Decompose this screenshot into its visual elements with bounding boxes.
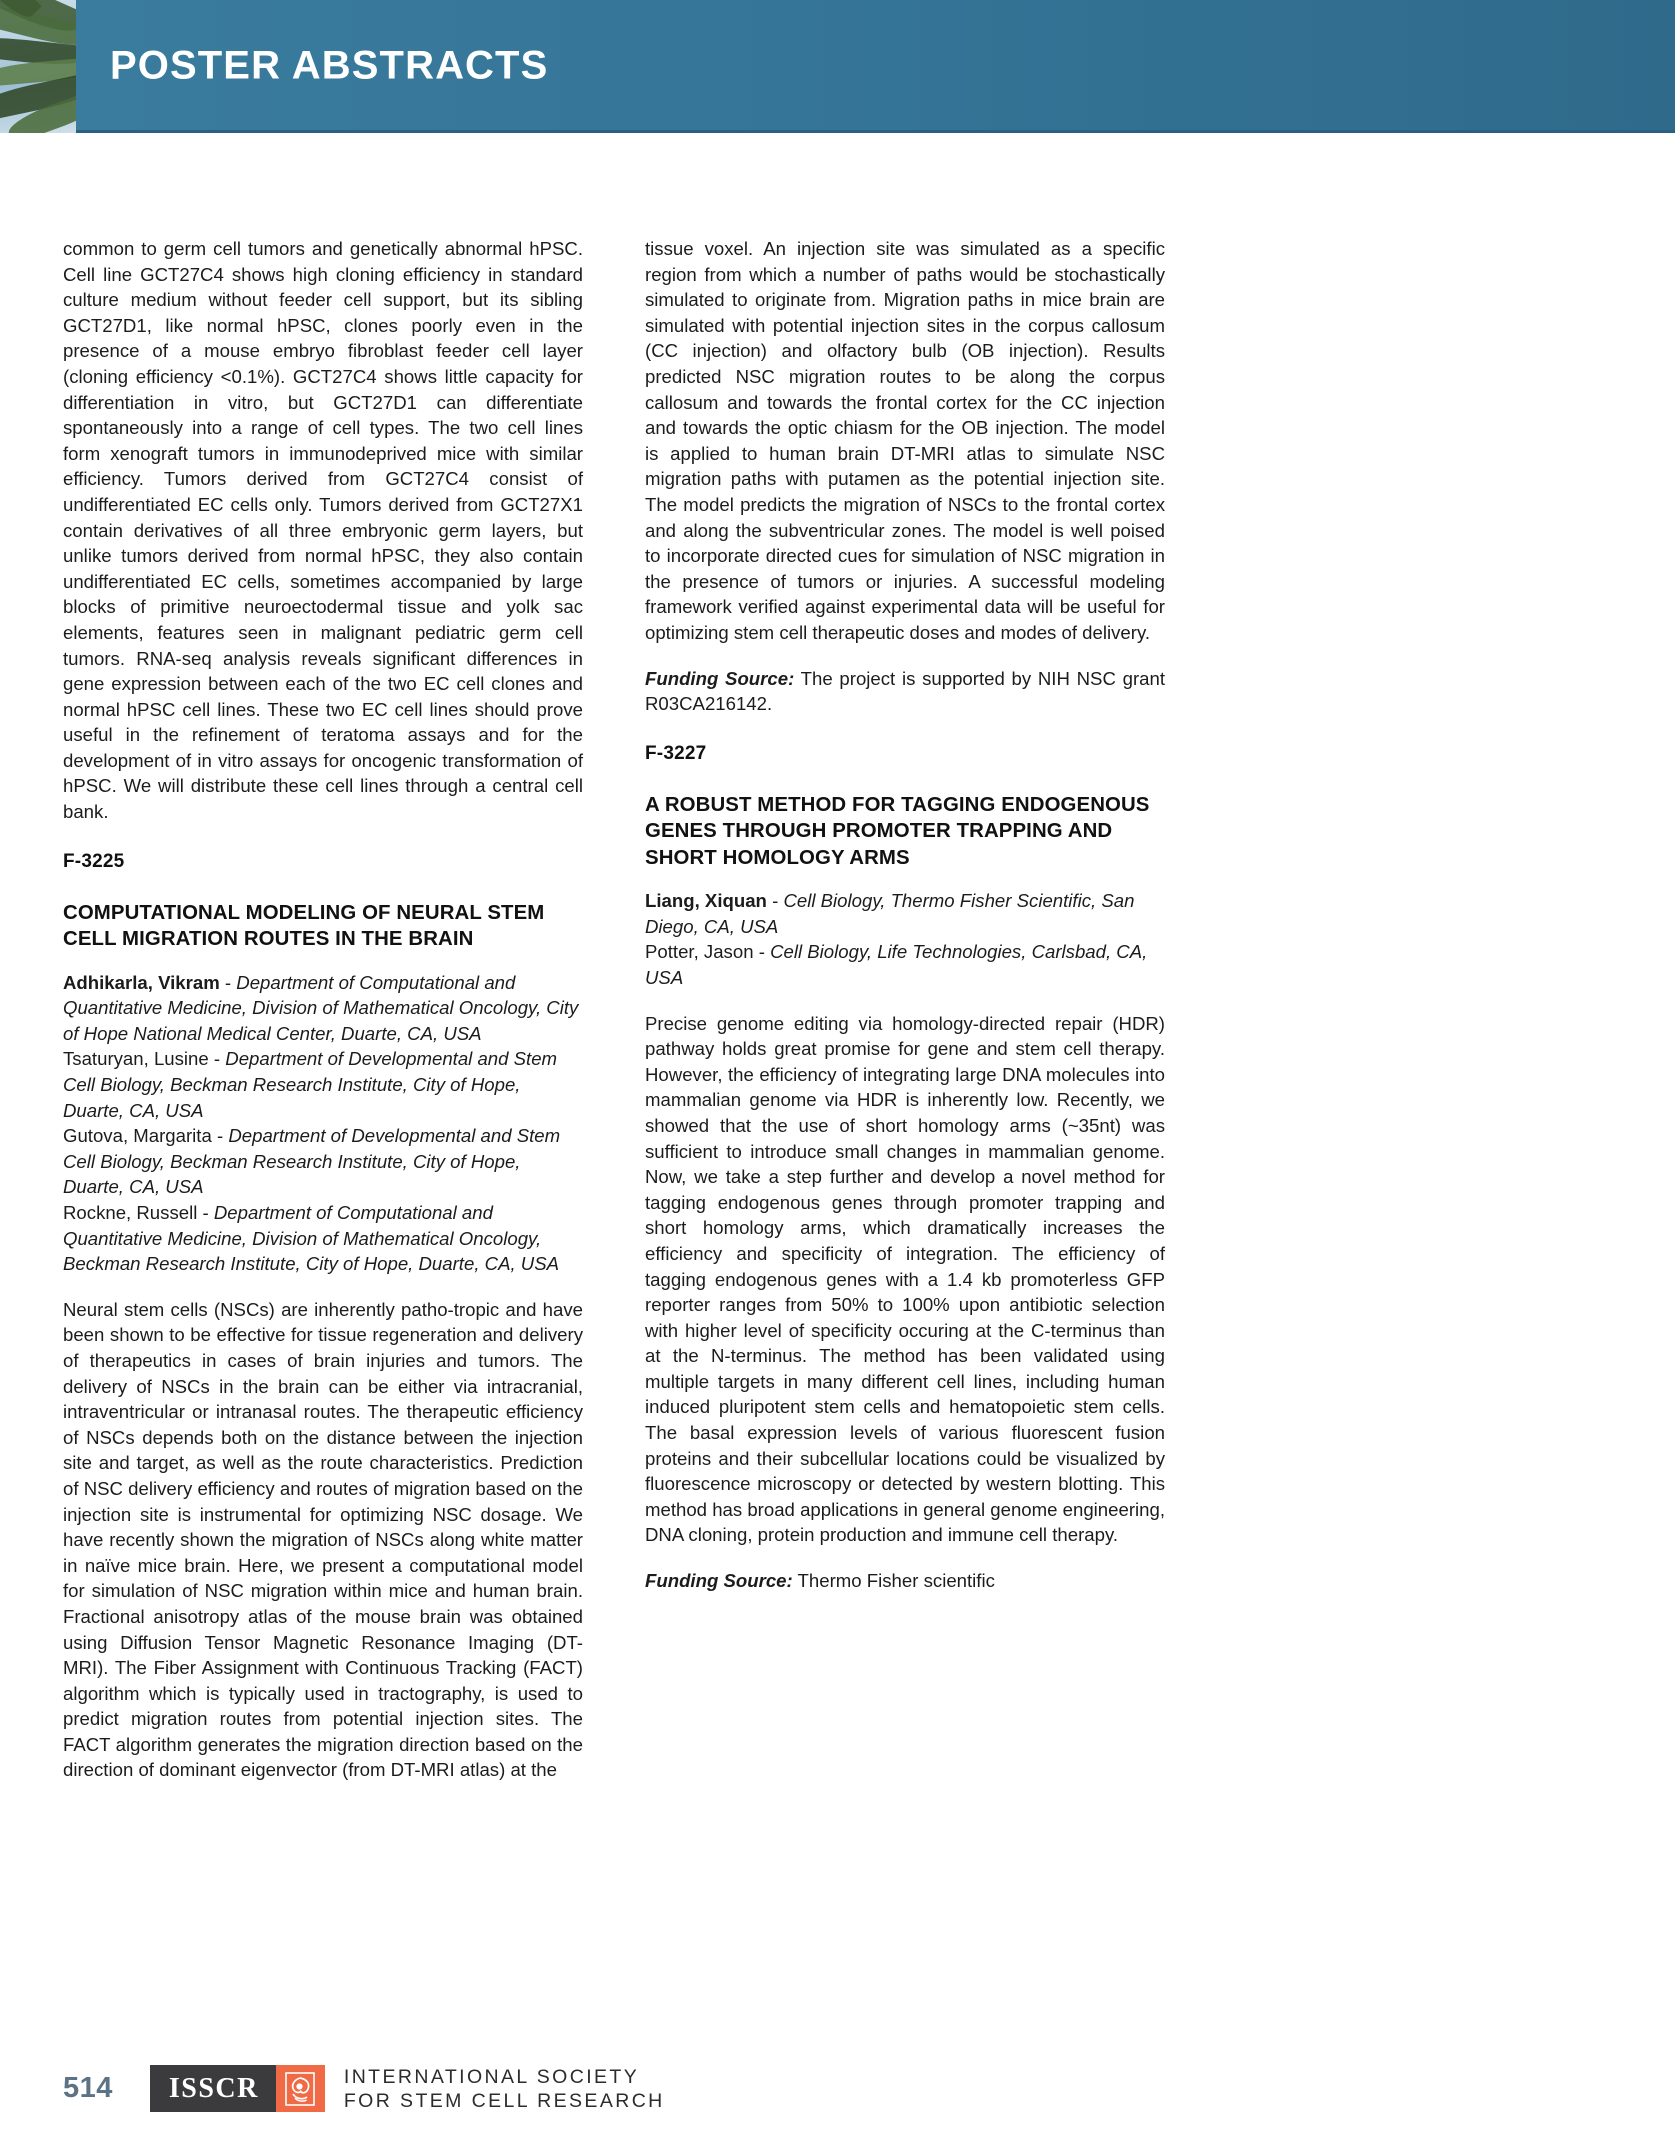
author-separator: - xyxy=(208,1048,226,1070)
funding-source-text: The project is supported by NIH NSC grant R03CA216142. xyxy=(645,667,1165,715)
left-column xyxy=(63,236,583,1783)
continued-paragraph: tissue voxel. An injection site was simulated as a specific region from which a number of paths would be stochastically simulated to originate from. Migration paths in mice brain are simulated with potential injection sites in the corpus callosum (CC injection) and olfactory bulb (OB injection). Results predicted NSC migration routes to be along the corpus callosum and towards the frontal cortex for the CC injection and towards the optic chiasm for the OB injection. The model is applied to human brain DT-MRI atlas to simulate NSC migration paths with putamen as the potential injection site. The model predicts the migration of NSCs to the frontal cortex and along the subventricular zones. The model is well poised to incorporate directed cues for simulation of NSC migration in the presence of tumors or injuries. A successful modeling framework verified against experimental data will be useful for optimizing stem cell therapeutic doses and modes of delivery. xyxy=(645,238,1165,643)
author-affiliation: Cell Biology, Life Technologies, Carlsbad, CA, USA xyxy=(645,941,1148,988)
author-entry xyxy=(63,970,583,1047)
palm-tree-photo xyxy=(0,0,76,133)
author-name: Tsaturyan, Lusine xyxy=(63,1048,209,1070)
funding-source-text: Thermo Fisher scientific xyxy=(792,1570,995,1592)
two-column-layout xyxy=(63,236,1602,1783)
page-footer xyxy=(63,2065,665,2112)
author-separator: - xyxy=(219,971,237,993)
page-header xyxy=(0,0,1675,133)
author-affiliation: Cell Biology, Thermo Fisher Scientific, San Diego, CA, USA xyxy=(645,890,1135,937)
isscr-tagline xyxy=(344,2065,665,2112)
author-separator: - xyxy=(211,1125,229,1147)
header-band xyxy=(76,0,1675,133)
author-entry xyxy=(63,1200,583,1277)
abstract-title-f3225: COMPUTATIONAL MODELING OF NEURAL STEM CELL MIGRATION ROUTES IN THE BRAIN xyxy=(63,901,545,951)
author-name: Gutova, Margarita xyxy=(63,1125,212,1147)
author-name: Adhikarla, Vikram xyxy=(63,971,220,993)
funding-source-f3225 xyxy=(645,666,1165,717)
author-affiliation: Department of Developmental and Stem Cell Biology, Beckman Research Institute, City of Hope, Duarte, CA, USA xyxy=(63,1048,558,1121)
page-number: 514 xyxy=(63,2072,113,2104)
isscr-spiral-icon xyxy=(276,2065,325,2112)
right-column xyxy=(645,236,1165,1783)
page-title: POSTER ABSTRACTS xyxy=(110,43,549,88)
author-name: Rockne, Russell xyxy=(63,1202,198,1223)
isscr-tagline-line2: FOR STEM CELL RESEARCH xyxy=(343,2089,665,2112)
funding-source-f3227 xyxy=(645,1568,1165,1594)
abstract-body-f3227: Precise genome editing via homology-directed repair (HDR) pathway holds great promise for gene and stem cell therapy. However, the efficiency of integrating large DNA molecules into mammalian genome via HDR is inherently low. Recently, we showed that the use of short homology arms (~35nt) was sufficient to introduce small changes in mammalian genome. Now, we take a step further and develop a novel method for tagging endogenous genes through promoter trapping and short homology arms, which dramatically increases the efficiency and specificity of integration. The efficiency of tagging endogenous genes with a 1.4 kb promoterless GFP reporter ranges from 50% to 100% upon antibiotic selection with higher level of specificity occuring at the C-terminus than at the N-terminus. The method has been validated using multiple targets in many different cell lines, including human induced pluripotent stem cells and hematopoietic stem cells. The basal expression levels of various fluorescent fusion proteins and their subcellular locations could be visualized by fluorescence microscopy or detected by western blotting. This method has broad applications in general genome engineering, DNA cloning, protein production and immune cell therapy. xyxy=(645,1012,1165,1546)
author-name: Potter, Jason xyxy=(645,941,754,963)
abstract-body-f3225: Neural stem cells (NSCs) are inherently patho-tropic and have been shown to be effective for tissue regeneration and delivery of therapeutics in cases of brain injuries and tumors. The delivery of NSCs in the brain can be either via intracranial, intraventricular or intranasal routes. The therapeutic efficiency of NSCs depends both on the distance between the injection site and target, as well as the route characteristics. Prediction of NSC delivery efficiency and routes of migration based on the injection site is instrumental for optimizing NSC dosage. We have recently shown the migration of NSCs along white matter in naïve mice brain. Here, we present a computational model for simulation of NSC migration within mice and human brain. Fractional anisotropy atlas of the mouse brain was obtained using Diffusion Tensor Magnetic Resonance Imaging (DT-MRI). The Fiber Assignment with Continuous Tracking (FACT) algorithm which is typically used in tractography, is used to predict migration routes from potential injection sites. The FACT algorithm generates the migration direction based on the direction of dominant eigenvector (from DT-MRI atlas) at the xyxy=(63,1298,583,1781)
author-affiliation: Department of Computational and Quantitative Medicine, Division of Mathematical Oncology, Beckman Research Institute, City of Hope, Duarte, CA, USA xyxy=(63,1202,560,1275)
abstract-id-f3225: F-3225 xyxy=(63,850,125,872)
author-entry xyxy=(645,939,1165,990)
abstract-title-f3227: A ROBUST METHOD FOR TAGGING ENDOGENOUS GENES THROUGH PROMOTER TRAPPING AND SHORT HOMOLOGY ARMS xyxy=(645,793,1150,869)
author-entry xyxy=(63,1046,583,1123)
author-entry xyxy=(645,888,1165,939)
funding-source-label: Funding Source: xyxy=(645,667,795,689)
isscr-wordmark: ISSCR xyxy=(150,2065,276,2112)
abstract-id-f3227: F-3227 xyxy=(645,742,707,764)
author-separator: - xyxy=(197,1202,214,1223)
funding-source-label: Funding Source: xyxy=(645,1570,793,1592)
author-name: Liang, Xiquan xyxy=(645,890,767,912)
author-list-f3225 xyxy=(63,970,583,1277)
continued-paragraph: common to germ cell tumors and genetically abnormal hPSC. Cell line GCT27C4 shows high cloning efficiency in standard culture medium without feeder cell support, but its sibling GCT27D1, like normal hPSC, clones poorly even in the presence of a mouse embryo fibroblast feeder cell layer (cloning efficiency <0.1%). GCT27C4 shows little capacity for differentiation in vitro, but GCT27D1 can differentiate spontaneously into a range of cell types. The two cell lines form xenograft tumors in immunodeprived mice with similar efficiency. Tumors derived from GCT27C4 consist of undifferentiated EC cells only. Tumors derived from GCT27X1 contain derivatives of all three embryonic germ layers, but unlike tumors derived from normal hPSC, they also contain undifferentiated EC cells, sometimes accompanied by large blocks of primitive neuroectodermal tissue and yolk sac elements, features seen in malignant pediatric germ cell tumors. RNA-seq analysis reveals significant differences in gene expression between each of the two EC cell clones and normal hPSC cell lines. These two EC cell lines should prove useful in the refinement of teratoma assays and for the development of in vitro assays for oncogenic transformation of hPSC. We will distribute these cell lines through a central cell bank. xyxy=(63,238,583,823)
header-underline xyxy=(76,130,1675,133)
author-entry xyxy=(63,1123,583,1200)
isscr-tagline-line1: INTERNATIONAL SOCIETY xyxy=(343,2065,640,2088)
isscr-logo xyxy=(150,2065,665,2112)
author-separator: - xyxy=(766,890,784,912)
author-list-f3227 xyxy=(645,888,1165,990)
author-affiliation: Department of Developmental and Stem Cell Biology, Beckman Research Institute, City of Hope, Duarte, CA, USA xyxy=(63,1125,561,1198)
author-affiliation: Department of Computational and Quantitative Medicine, Division of Mathematical Oncology, City of Hope National Medical Center, Duarte, CA, USA xyxy=(63,971,579,1044)
author-separator: - xyxy=(753,941,771,963)
